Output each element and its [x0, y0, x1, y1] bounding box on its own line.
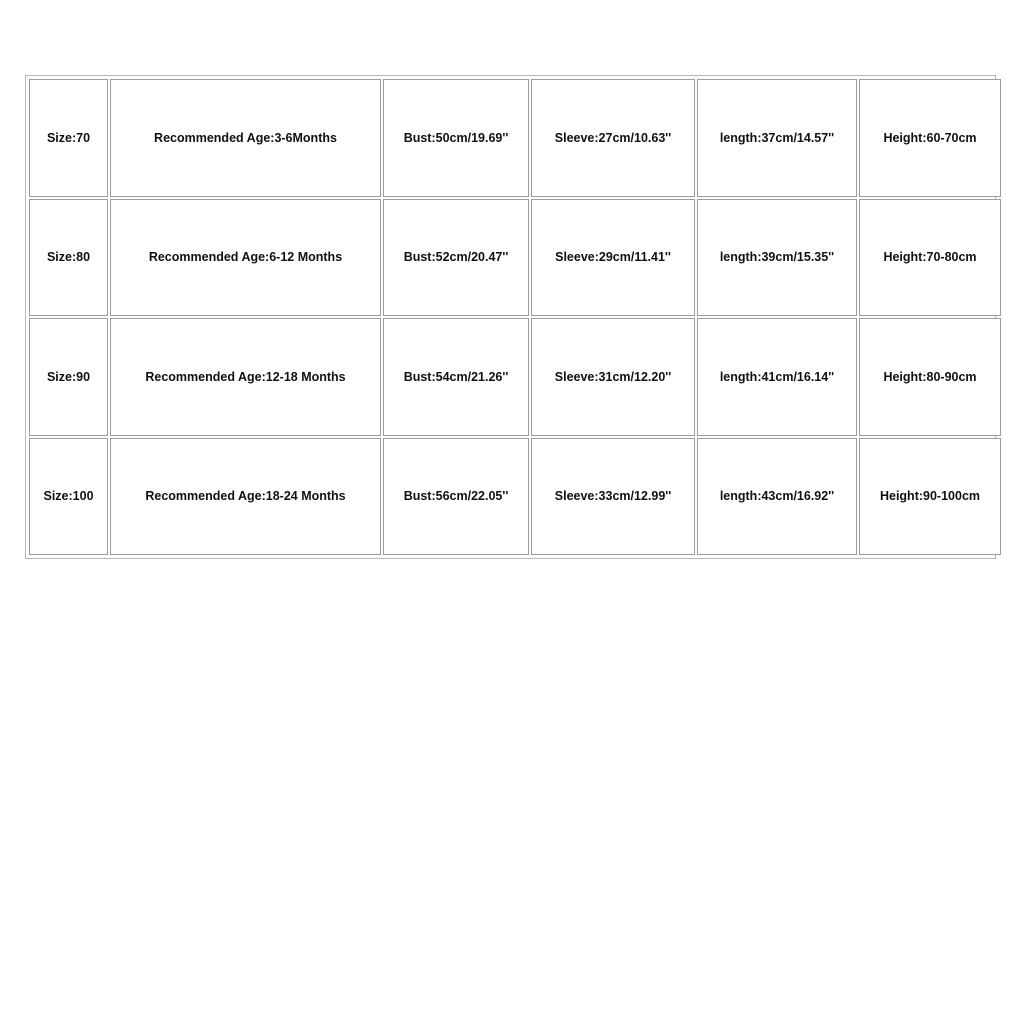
bust-cell: Bust:56cm/22.05'' [383, 438, 529, 556]
height-cell: Height:90-100cm [859, 438, 1001, 556]
table-row [29, 199, 1001, 317]
size-cell: Size:100 [29, 438, 108, 556]
table-row [29, 318, 1001, 436]
bust-cell: Bust:52cm/20.47'' [383, 199, 529, 317]
size-chart-table [27, 77, 1003, 557]
length-cell: length:37cm/14.57'' [697, 79, 857, 197]
size-cell: Size:80 [29, 199, 108, 317]
recommended-age-cell: Recommended Age:12-18 Months [110, 318, 381, 436]
table-row [29, 438, 1001, 556]
table-row [29, 79, 1001, 197]
height-cell: Height:80-90cm [859, 318, 1001, 436]
length-cell: length:43cm/16.92'' [697, 438, 857, 556]
size-cell: Size:70 [29, 79, 108, 197]
size-cell: Size:90 [29, 318, 108, 436]
bust-cell: Bust:54cm/21.26'' [383, 318, 529, 436]
length-cell: length:39cm/15.35'' [697, 199, 857, 317]
recommended-age-cell: Recommended Age:6-12 Months [110, 199, 381, 317]
sleeve-cell: Sleeve:27cm/10.63'' [531, 79, 695, 197]
length-cell: length:41cm/16.14'' [697, 318, 857, 436]
sleeve-cell: Sleeve:33cm/12.99'' [531, 438, 695, 556]
sleeve-cell: Sleeve:31cm/12.20'' [531, 318, 695, 436]
height-cell: Height:60-70cm [859, 79, 1001, 197]
height-cell: Height:70-80cm [859, 199, 1001, 317]
size-chart [25, 75, 996, 559]
sleeve-cell: Sleeve:29cm/11.41'' [531, 199, 695, 317]
recommended-age-cell: Recommended Age:3-6Months [110, 79, 381, 197]
recommended-age-cell: Recommended Age:18-24 Months [110, 438, 381, 556]
bust-cell: Bust:50cm/19.69'' [383, 79, 529, 197]
